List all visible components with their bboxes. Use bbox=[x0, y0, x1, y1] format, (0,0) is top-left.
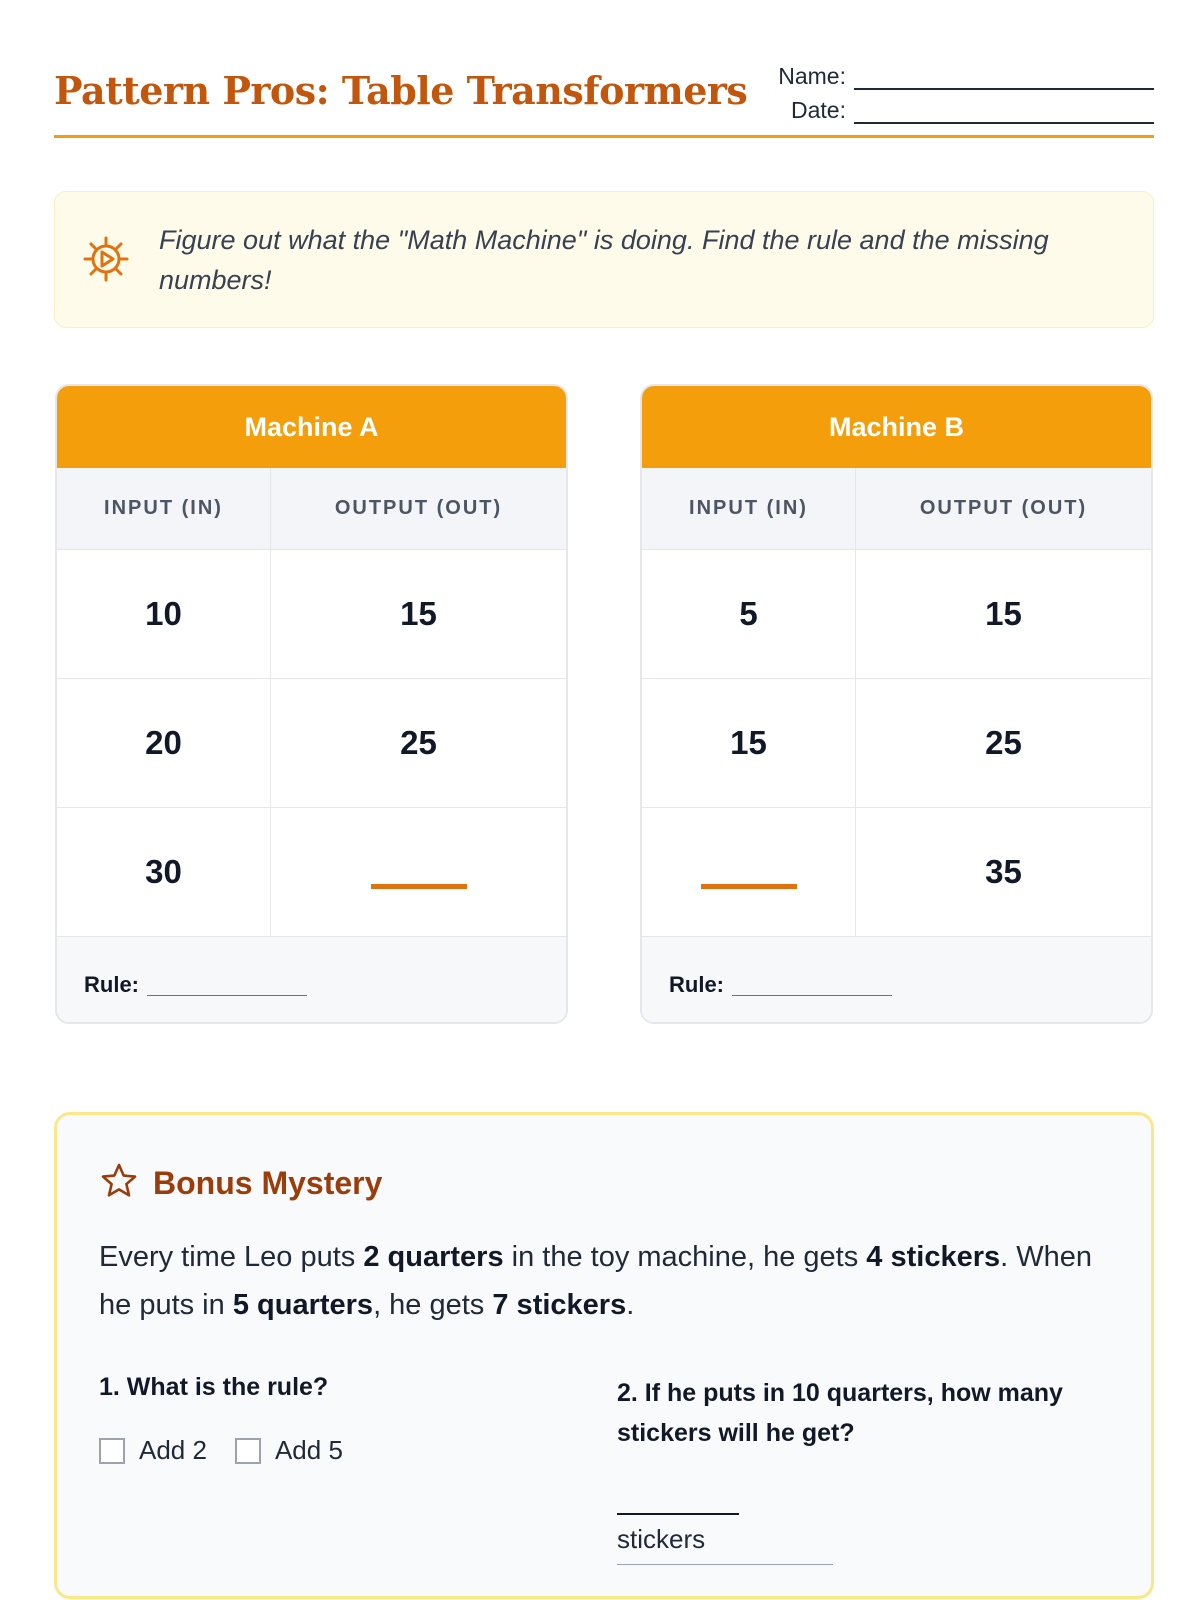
machine-title: Machine B bbox=[642, 386, 1151, 468]
output-cell: 25 bbox=[985, 724, 1022, 761]
date-row bbox=[778, 90, 1154, 124]
output-header: OUTPUT (OUT) bbox=[919, 497, 1088, 519]
answer-blank[interactable] bbox=[617, 1495, 739, 1515]
gear-icon bbox=[83, 236, 129, 282]
checkbox[interactable] bbox=[235, 1438, 261, 1464]
name-date-block bbox=[778, 56, 1154, 124]
output-cell: 35 bbox=[985, 853, 1022, 890]
rule-answer-line[interactable] bbox=[147, 982, 307, 996]
checkbox[interactable] bbox=[99, 1438, 125, 1464]
name-row bbox=[778, 56, 1154, 90]
input-cell: 10 bbox=[57, 550, 271, 678]
answer-unit: stickers bbox=[617, 1515, 833, 1565]
machine-b-table bbox=[640, 384, 1153, 1024]
name-field[interactable] bbox=[854, 68, 1154, 90]
rule-answer-line[interactable] bbox=[732, 982, 892, 996]
input-header: INPUT (IN) bbox=[57, 468, 271, 549]
story-text: . bbox=[626, 1289, 635, 1321]
rule-row bbox=[642, 937, 1151, 1024]
table-row bbox=[57, 679, 566, 808]
option-label: Add 5 bbox=[274, 1435, 343, 1465]
output-cell: 15 bbox=[400, 595, 437, 632]
story-text: , he gets bbox=[373, 1289, 493, 1321]
story-text: Every time Leo puts bbox=[99, 1241, 364, 1273]
rule-row bbox=[57, 937, 566, 1024]
column-headers bbox=[57, 468, 566, 550]
story-text: . When he puts in bbox=[99, 1241, 1092, 1321]
page-title: Pattern Pros: Table Transformers bbox=[54, 68, 748, 113]
input-cell: 5 bbox=[642, 550, 856, 678]
answer-blank[interactable] bbox=[371, 884, 467, 889]
instructions-box bbox=[54, 191, 1154, 328]
table-row bbox=[57, 550, 566, 679]
worksheet-header bbox=[54, 40, 1154, 138]
table-row bbox=[642, 808, 1151, 937]
question-2: 2. If he puts in 10 quarters, how many stickers will he get? bbox=[617, 1379, 1063, 1447]
bonus-story bbox=[99, 1233, 1119, 1329]
table-row bbox=[642, 679, 1151, 808]
star-icon bbox=[100, 1162, 138, 1200]
bonus-mystery-box bbox=[54, 1112, 1154, 1599]
date-field[interactable] bbox=[854, 102, 1154, 124]
table-row bbox=[57, 808, 566, 937]
story-bold: 2 quarters bbox=[363, 1241, 504, 1273]
story-bold: 7 stickers bbox=[492, 1289, 627, 1321]
machine-a-table bbox=[55, 384, 568, 1024]
output-cell: 15 bbox=[985, 595, 1022, 632]
answer-blank[interactable] bbox=[701, 884, 797, 889]
output-cell-blank[interactable] bbox=[271, 808, 566, 936]
output-cell: 25 bbox=[400, 724, 437, 761]
table-row bbox=[642, 550, 1151, 679]
machine-title: Machine A bbox=[57, 386, 566, 468]
input-header: INPUT (IN) bbox=[642, 468, 856, 549]
instructions-text: Figure out what the "Math Machine" is doing. Find the rule and the missing numbers! bbox=[159, 225, 1049, 295]
story-bold: 4 stickers bbox=[866, 1241, 1001, 1273]
input-cell: 20 bbox=[57, 679, 271, 807]
question-1: 1. What is the rule? bbox=[99, 1373, 329, 1401]
option-add-5[interactable] bbox=[235, 1435, 343, 1466]
story-text: in the toy machine, he gets bbox=[503, 1241, 867, 1273]
rule-label: Rule: bbox=[669, 971, 724, 997]
input-cell: 30 bbox=[57, 808, 271, 936]
column-headers bbox=[642, 468, 1151, 550]
option-label: Add 2 bbox=[139, 1435, 207, 1465]
story-bold: 5 quarters bbox=[232, 1289, 374, 1321]
output-header: OUTPUT (OUT) bbox=[334, 497, 503, 519]
input-cell: 15 bbox=[642, 679, 856, 807]
bonus-title: Bonus Mystery bbox=[153, 1165, 383, 1201]
name-label: Name: bbox=[778, 63, 846, 89]
rule-options bbox=[99, 1435, 371, 1466]
rule-label: Rule: bbox=[84, 971, 139, 997]
input-cell-blank[interactable] bbox=[642, 808, 856, 936]
date-label: Date: bbox=[791, 97, 846, 123]
option-add-2[interactable] bbox=[99, 1435, 207, 1466]
